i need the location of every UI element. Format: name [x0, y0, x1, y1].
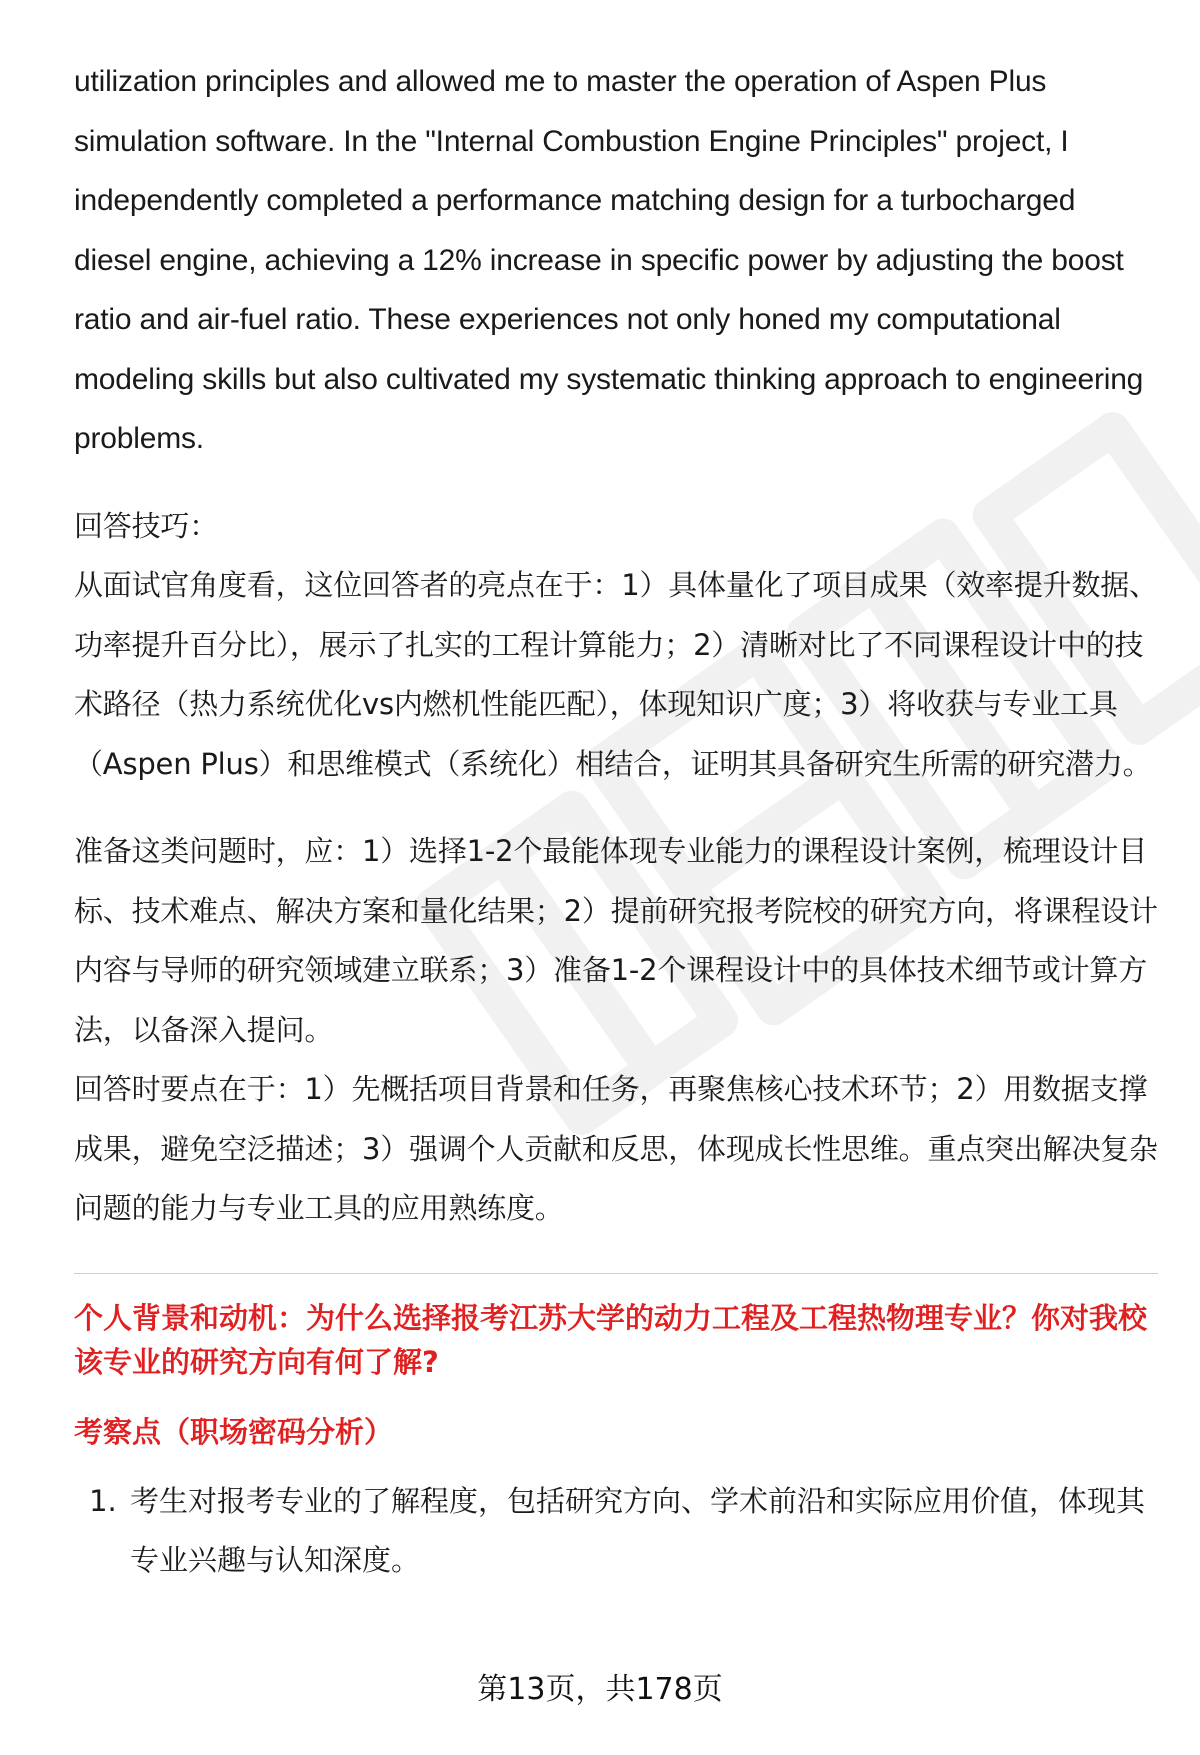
- section-divider: [74, 1273, 1158, 1274]
- intro-paragraph: utilization principles and allowed me to master the operation of Aspen Plus simulation software. In the "Internal Combustion Engine Principles" project, I independently completed a performance matching design for a turbocharged diesel engine, achieving a 12% increase in specific power by adjusting the boost ratio and air-fuel ratio. These experiences not only honed my computational modeling skills but also cultivated my systematic thinking approach to engineering problems.: [74, 65, 1144, 455]
- examination-points-list: [74, 1472, 1158, 1591]
- tips-paragraph-1: 从面试官角度看，这位回答者的亮点在于：1）具体量化了项目成果（效率提升数据、功率提升百分比），展示了扎实的工程计算能力；2）清晰对比了不同课程设计中的技术路径（热力系统优化vs内燃机性能匹配），体现知识广度；3）将收获与专业工具（Aspen Plus）和思维模式（系统化）相结合，证明其具备研究生所需的研究潜力。: [74, 568, 1158, 781]
- page-number-footer: 第13页，共178页: [477, 1672, 723, 1707]
- tips-paragraph-2: 准备这类问题时，应：1）选择1-2个最能体现专业能力的课程设计案例，梳理设计目标、技术难点、解决方案和量化结果；2）提前研究报考院校的研究方向，将课程设计内容与导师的研究领域建立联系；3）准备1-2个课程设计中的具体技术细节或计算方法，以备深入提问。: [74, 834, 1158, 1047]
- examination-label: 考察点（职场密码分析）: [74, 1414, 394, 1449]
- tips-label: 回答技巧：: [74, 508, 219, 543]
- tips-paragraph-3: 回答时要点在于：1）先概括项目背景和任务，再聚焦核心技术环节；2）用数据支撑成果，避免空泛描述；3）强调个人贡献和反思，体现成长性思维。重点突出解决复杂问题的能力与专业工具的应用熟练度。: [74, 1072, 1158, 1225]
- list-item: 1. 考生对报考专业的了解程度，包括研究方向、学术前沿和实际应用价值，体现其专业兴趣与认知深度。: [126, 1472, 1158, 1591]
- question-title: 个人背景和动机：为什么选择报考江苏大学的动力工程及工程热物理专业？你对我校该专业的研究方向有何了解?: [74, 1300, 1148, 1379]
- document-body: [74, 52, 1158, 1591]
